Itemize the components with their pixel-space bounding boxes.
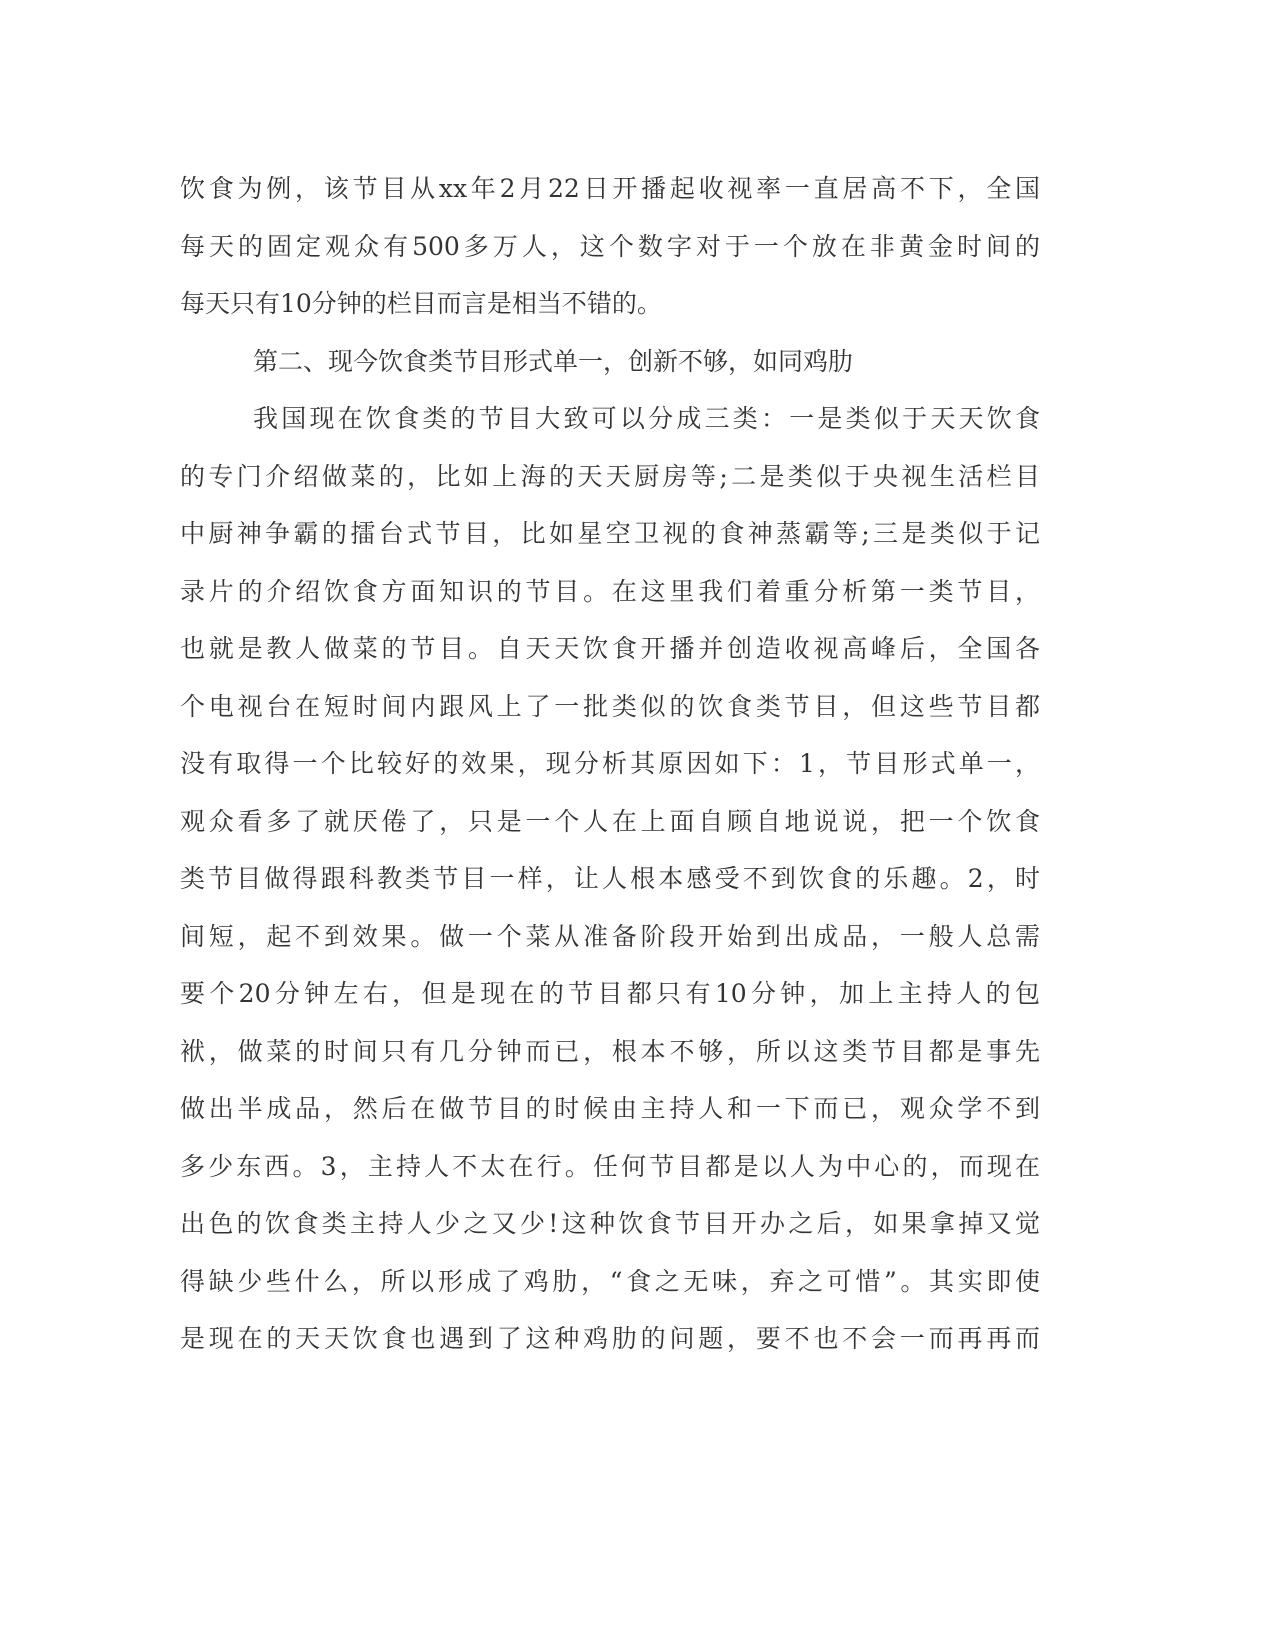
body-text [180, 160, 1040, 1368]
text-line: 录片的介绍饮食方面知识的节目。在这里我们着重分析第一类节目， [180, 576, 1040, 606]
text-line: 袱，做菜的时间只有几分钟而已，根本不够，所以这类节目都是事先 [180, 1036, 1040, 1066]
text-line: 的专门介绍做菜的，比如上海的天天厨房等;二是类似于央视生活栏目 [180, 461, 1040, 491]
text-line: 饮食为例，该节目从xx年2月22日开播起收视率一直居高不下，全国 [180, 174, 1040, 203]
text-line: 中厨神争霸的擂台式节目，比如星空卫视的食神蒸霸等;三是类似于记 [180, 519, 1040, 548]
text-line: 出色的饮食类主持人少之又少!这种饮食节目开办之后，如果拿掉又觉 [180, 1209, 1040, 1238]
text-line: 得缺少些什么，所以形成了鸡肋，“食之无味，弃之可惜”。其实即使 [180, 1266, 1040, 1296]
text-line: 要个20分钟左右，但是现在的节目都只有10分钟，加上主持人的包 [180, 979, 1040, 1008]
text-line: 做出半成品，然后在做节目的时候由主持人和一下而已，观众学不到 [180, 1094, 1040, 1123]
text-line: 每天只有10分钟的栏目而言是相当不错的。 [180, 289, 662, 318]
text-line: 多少东西。3，主持人不太在行。任何节目都是以人为中心的，而现在 [180, 1151, 1040, 1181]
text-line: 没有取得一个比较好的效果，现分析其原因如下：1，节目形式单一， [180, 749, 1040, 778]
text-line: 也就是教人做菜的节目。自天天饮食开播并创造收视高峰后，全国各 [180, 634, 1040, 663]
text-line: 是现在的天天饮食也遇到了这种鸡肋的问题，要不也不会一而再再而 [180, 1324, 1040, 1353]
document-page [180, 0, 1040, 1650]
text-line: 个电视台在短时间内跟风上了一批类似的饮食类节目，但这些节目都 [180, 691, 1040, 721]
text-line: 观众看多了就厌倦了，只是一个人在上面自顾自地说说，把一个饮食 [180, 806, 1040, 836]
text-line: 每天的固定观众有500多万人，这个数字对于一个放在非黄金时间的 [180, 231, 1040, 261]
text-line: 间短，起不到效果。做一个菜从准备阶段开始到出成品，一般人总需 [180, 921, 1040, 951]
text-line: 类节目做得跟科教类节目一样，让人根本感受不到饮食的乐趣。2，时 [180, 864, 1040, 893]
section-heading: 第二、现今饮食类节目形式单一，创新不够，如同鸡肋 [253, 346, 854, 376]
text-line: 我国现在饮食类的节目大致可以分成三类：一是类似于天天饮食 [253, 404, 1040, 433]
